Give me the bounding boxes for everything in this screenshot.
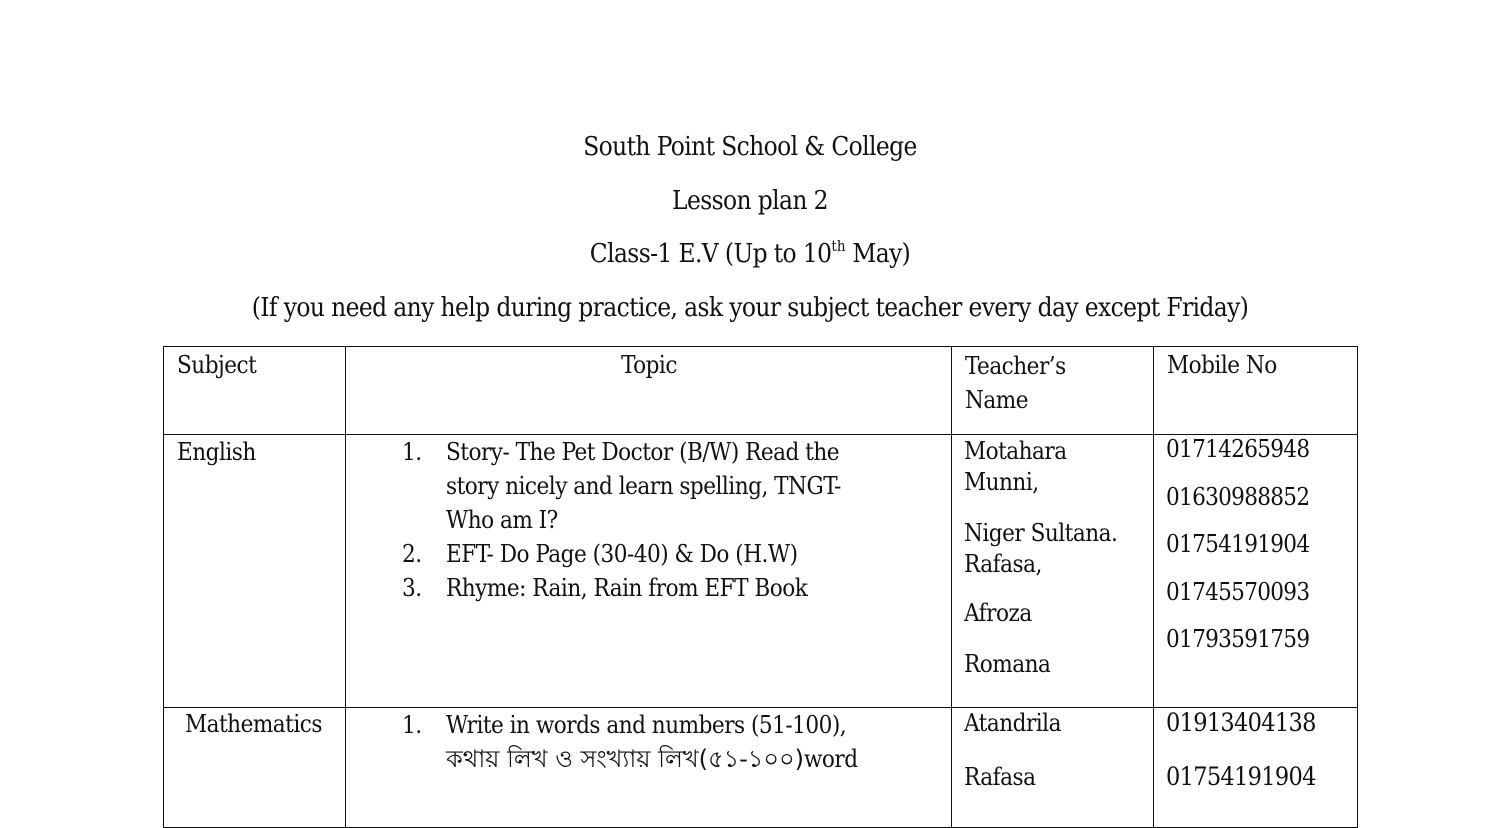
topic-item <box>346 571 951 605</box>
mobile-number: 01754191904 <box>1166 530 1310 558</box>
topic-line: story nicely and learn spelling, TNGT- <box>446 472 841 500</box>
topic-line: Write in words and numbers (51-100), <box>446 711 847 739</box>
mobile-cell <box>1154 708 1358 828</box>
class-line-suffix: May) <box>845 239 911 269</box>
teacher-name: Romana <box>964 650 1051 678</box>
teacher-name: Rafasa <box>964 763 1036 791</box>
mobile-list-english <box>1154 435 1357 653</box>
table-row-english <box>164 435 1358 708</box>
help-note: (If you need any help during practice, ask your subject teacher every day except Friday) <box>251 293 1249 323</box>
class-line-prefix: Class-1 E.V (Up to 10 <box>589 239 832 269</box>
topic-item <box>346 435 951 537</box>
topic-line: Story- The Pet Doctor (B/W) Read the <box>446 438 840 466</box>
class-line-superscript: th <box>831 237 846 255</box>
header-topic-cell <box>346 347 952 435</box>
topic-line-bengali <box>446 742 921 776</box>
mobile-number: 01754191904 <box>1166 762 1316 791</box>
teacher-list-english <box>952 435 1153 680</box>
subject-cell <box>164 708 346 828</box>
teacher-list-mathematics <box>952 708 1153 792</box>
mobile-list-mathematics <box>1154 708 1357 792</box>
header-subject: Subject <box>177 351 257 379</box>
lesson-plan-title: Lesson plan 2 <box>672 186 828 216</box>
teacher-group <box>964 436 1143 498</box>
table-header-row <box>164 347 1358 435</box>
teacher-name: Rafasa, <box>964 550 1042 578</box>
subject-english: English <box>177 438 256 466</box>
topic-number: 1. <box>402 438 422 466</box>
topic-item <box>346 537 951 571</box>
topic-line: Rhyme: Rain, Rain from EFT Book <box>446 574 808 602</box>
mobile-number: 01793591759 <box>1166 625 1310 653</box>
header-teacher-line1: Teacher’s <box>965 352 1066 380</box>
mobile-number: 01714265948 <box>1166 435 1310 463</box>
header-teacher <box>952 347 1153 417</box>
header-topic: Topic <box>621 351 677 379</box>
teacher-group <box>964 518 1143 580</box>
topic-line: Who am I? <box>446 506 558 534</box>
school-name-heading: South Point School & College <box>583 132 917 162</box>
lesson-plan-table <box>163 346 1358 828</box>
mobile-cell <box>1154 435 1358 708</box>
mobile-number: 01630988852 <box>1166 482 1310 511</box>
teacher-name: Afroza <box>964 599 1032 627</box>
teacher-group <box>964 598 1143 629</box>
teacher-name: Atandrila <box>964 709 1061 737</box>
topic-cell <box>346 708 952 828</box>
class-line <box>0 239 1500 269</box>
topic-line: EFT- Do Page (30-40) & Do (H.W) <box>446 540 798 568</box>
header-subject-cell <box>164 347 346 435</box>
table-row-mathematics <box>164 708 1358 828</box>
subject-cell <box>164 435 346 708</box>
header-teacher-line2: Name <box>965 386 1029 414</box>
teacher-group <box>964 649 1143 680</box>
mobile-number: 01745570093 <box>1166 577 1310 606</box>
mobile-number: 01913404138 <box>1166 708 1316 737</box>
header-mobile: Mobile No <box>1167 351 1277 379</box>
teacher-name: Munni, <box>964 468 1039 496</box>
teacher-name: Niger Sultana. <box>964 519 1118 547</box>
topic-item <box>346 708 951 776</box>
topic-number: 3. <box>402 574 422 602</box>
teacher-name: Motahara <box>964 437 1067 465</box>
teacher-cell <box>952 435 1154 708</box>
topic-number: 1. <box>402 711 422 739</box>
header-mobile-cell <box>1154 347 1358 435</box>
topic-list-mathematics <box>346 708 951 776</box>
subject-mathematics: Mathematics <box>185 710 322 738</box>
topic-number: 2. <box>402 540 422 568</box>
bengali-suffix: word <box>803 745 858 773</box>
topic-cell <box>346 435 952 708</box>
teacher-cell <box>952 708 1154 828</box>
topic-list-english <box>346 435 951 605</box>
header-teacher-cell <box>952 347 1154 435</box>
bengali-text: কথায় লিখ ও সংখ্যায় লিখ(৫১-১০০) <box>446 745 804 773</box>
